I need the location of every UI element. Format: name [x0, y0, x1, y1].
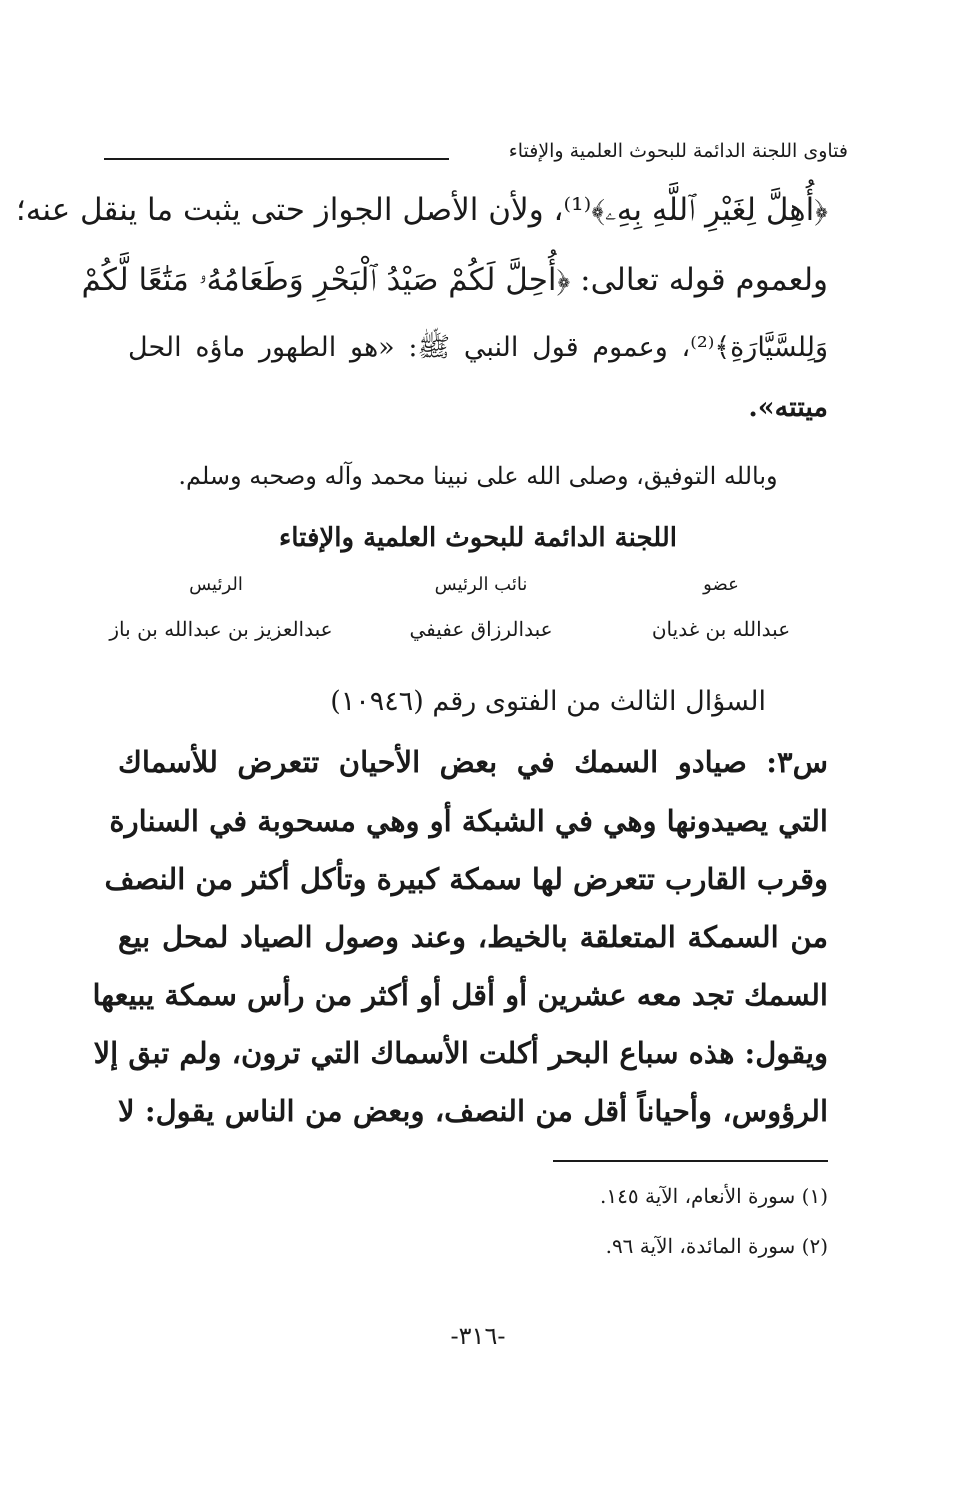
question-line: الرؤوس، وأحياناً أقل من النصف، وبعض من الناس يقول: لا — [118, 1094, 828, 1128]
member-role: عضو — [703, 574, 739, 595]
chair-role: الرئيس — [189, 574, 243, 595]
committee-title: اللجنة الدائمة للبحوث العلمية والإفتاء — [279, 523, 677, 553]
footnote-rule — [553, 1160, 828, 1162]
question-line: التي يصيدونها وهي في الشبكة أو وهي مسحوبة في السنارة — [109, 804, 828, 838]
question-line: السمك تجد معه عشرين أو أقل أو أكثر من رأس سمكة يبيعها — [92, 978, 828, 1012]
vice-chair-role: نائب الرئيس — [434, 574, 528, 595]
page-number: -٣١٦- — [450, 1322, 506, 1350]
member-name: عبدالله بن غديان — [651, 617, 791, 641]
chair-name: عبدالعزيز بن عبدالله بن باز — [109, 617, 333, 641]
question-heading: السؤال الثالث من الفتوى رقم (١٠٩٤٦) — [330, 686, 766, 717]
body-line: ﴿أُهِلَّ لِغَيْرِ ٱللَّهِ بِهِۦ﴾⁽¹⁾، ولأن الأصل الجواز حتى يثبت ما ينقل عنه؛ — [15, 192, 828, 228]
body-line: ميتته». — [748, 392, 828, 423]
body-line: ولعموم قوله تعالى: ﴿أُحِلَّ لَكُمْ صَيْدُ ٱلْبَحْرِ وَطَعَامُهُۥ مَتَٰعًا لَّكُمْ — [81, 262, 828, 298]
header-rule — [104, 158, 449, 160]
body-line: وَلِلسَّيَّارَةِ﴾⁽²⁾، وعموم قول النبي ﷺ: «هو الطهور ماؤه الحل — [128, 332, 828, 363]
question-line: ويقول: هذه سباع البحر أكلت الأسماك التي ترون، ولم تبق إلا — [93, 1036, 828, 1070]
question-line: وقرب القارب تتعرض لها سمكة كبيرة وتأكل أكثر من النصف — [104, 862, 828, 896]
running-header: فتاوى اللجنة الدائمة للبحوث العلمية والإفتاء — [508, 140, 848, 162]
footnote: (٢) سورة المائدة، الآية ٩٦. — [605, 1234, 828, 1258]
question-line: س٣: صيادو السمك في بعض الأحيان تتعرض للأسماك — [118, 745, 828, 779]
closing-prayer: وبالله التوفيق، وصلى الله على نبينا محمد وآله وصحبه وسلم. — [178, 462, 778, 490]
question-line: من السمكة المتعلقة بالخيط، وعند وصول الصياد لمحل بيع — [118, 920, 828, 954]
vice-chair-name: عبدالرزاق عفيفي — [409, 617, 553, 641]
footnote: (١) سورة الأنعام، الآية ١٤٥. — [600, 1184, 828, 1208]
